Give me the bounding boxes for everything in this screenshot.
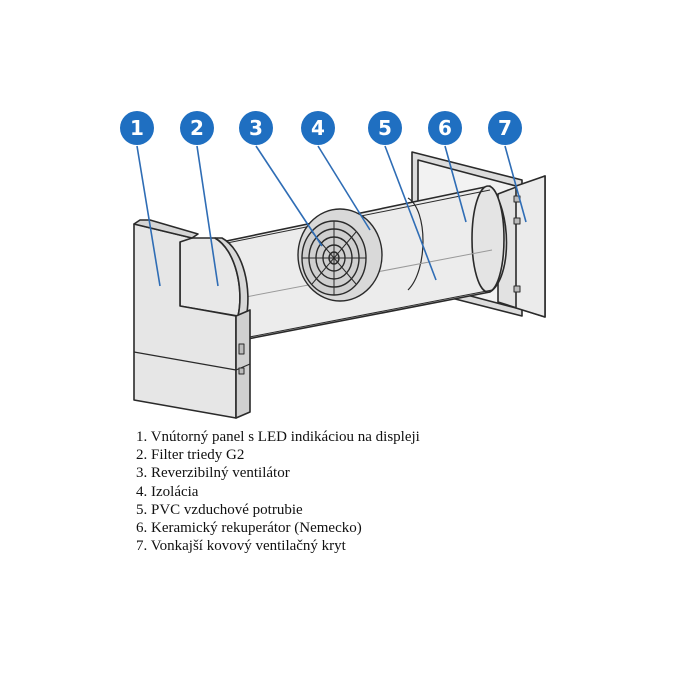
legend-item-2: 2. Filter triedy G2 (136, 447, 245, 464)
svg-text:7: 7 (498, 116, 512, 140)
badge-1 (120, 111, 154, 145)
svg-text:6: 6 (438, 116, 452, 140)
badge-7 (488, 111, 522, 145)
svg-text:2: 2 (190, 116, 204, 140)
svg-text:1: 1 (130, 116, 144, 140)
legend-item-1: 1. Vnútorný panel s LED indikáciou na displeji (136, 429, 420, 445)
svg-text:4: 4 (311, 116, 325, 140)
svg-text:5: 5 (378, 116, 392, 140)
parts-legend (136, 428, 420, 555)
legend-item-6: 6. Keramický rekuperátor (Nemecko) (136, 520, 362, 537)
legend-item-3: 3. Reverzibilný ventilátor (136, 465, 290, 482)
legend-item-5: 5. PVC vzduchové potrubie (136, 501, 303, 518)
badge-6 (428, 111, 462, 145)
legend-item-4: 4. Izolácia (136, 483, 199, 500)
number-badges (120, 111, 522, 145)
badge-3 (239, 111, 273, 145)
fan (298, 209, 382, 301)
badge-5 (368, 111, 402, 145)
legend-item-7: 7. Vonkajší kovový ventilačný kryt (136, 538, 346, 555)
svg-text:3: 3 (249, 116, 263, 140)
badge-4 (301, 111, 335, 145)
badge-2 (180, 111, 214, 145)
